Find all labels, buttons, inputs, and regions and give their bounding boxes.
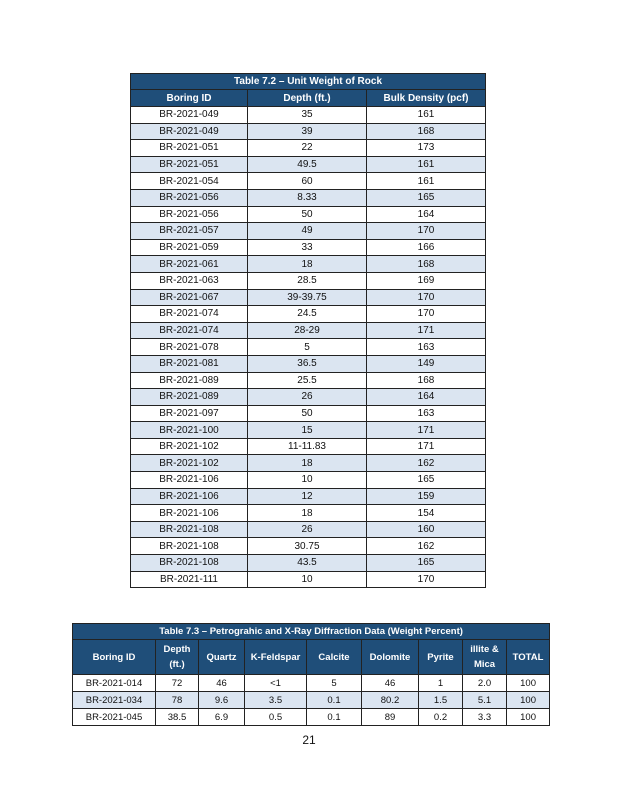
table-cell: BR-2021-081 [131, 355, 248, 372]
table-cell: BR-2021-106 [131, 505, 248, 522]
table-cell: 5 [248, 339, 367, 356]
table-cell: 3.5 [245, 692, 307, 709]
table-cell: BR-2021-056 [131, 189, 248, 206]
table-row [131, 107, 486, 124]
table-row [131, 389, 486, 406]
table-cell: 165 [367, 472, 486, 489]
table-cell: BR-2021-051 [131, 140, 248, 157]
table-row [131, 206, 486, 223]
table-cell: BR-2021-061 [131, 256, 248, 273]
table-cell: 160 [367, 521, 486, 538]
table-row [131, 422, 486, 439]
table-cell: BR-2021-089 [131, 389, 248, 406]
table-cell: 89 [362, 709, 419, 726]
table-row [131, 306, 486, 323]
table-row [131, 272, 486, 289]
table-cell: BR-2021-106 [131, 488, 248, 505]
table-row [131, 123, 486, 140]
table-cell: 0.2 [419, 709, 463, 726]
table-cell: 162 [367, 538, 486, 555]
table-cell: 161 [367, 156, 486, 173]
column-header-calcite: Calcite [307, 640, 362, 675]
table-cell: 26 [248, 389, 367, 406]
table-cell: 6.9 [199, 709, 245, 726]
table-cell: BR-2021-111 [131, 571, 248, 588]
table-cell: 46 [362, 675, 419, 692]
table-cell: 28.5 [248, 272, 367, 289]
table-cell: 100 [507, 709, 550, 726]
table-cell: BR-2021-049 [131, 123, 248, 140]
table-cell: 164 [367, 206, 486, 223]
table-cell: 18 [248, 505, 367, 522]
table-cell: 60 [248, 173, 367, 190]
table-row [131, 355, 486, 372]
table-row [131, 339, 486, 356]
table-cell: BR-2021-034 [73, 692, 156, 709]
table-cell: BR-2021-045 [73, 709, 156, 726]
table-cell: 161 [367, 173, 486, 190]
table-row [73, 709, 550, 726]
table-cell: 10 [248, 472, 367, 489]
table-row [131, 372, 486, 389]
table-cell: 149 [367, 355, 486, 372]
column-header-dolomite: Dolomite [362, 640, 419, 675]
table-row [131, 472, 486, 489]
table-row [131, 571, 486, 588]
table-cell: BR-2021-078 [131, 339, 248, 356]
table-cell: 9.6 [199, 692, 245, 709]
table-row [131, 239, 486, 256]
table-cell: 168 [367, 256, 486, 273]
table-cell: 30.75 [248, 538, 367, 555]
table-row [131, 538, 486, 555]
table-cell: BR-2021-049 [131, 107, 248, 124]
table-cell: 5.1 [463, 692, 507, 709]
table-cell: 28-29 [248, 322, 367, 339]
table-cell: <1 [245, 675, 307, 692]
table-cell: BR-2021-074 [131, 306, 248, 323]
table-row [131, 555, 486, 572]
table-cell: 8.33 [248, 189, 367, 206]
table-row [73, 675, 550, 692]
table-row [131, 256, 486, 273]
column-header-bulk-density: Bulk Density (pcf) [367, 90, 486, 107]
table-cell: 3.3 [463, 709, 507, 726]
table-cell: BR-2021-054 [131, 173, 248, 190]
table-cell: 43.5 [248, 555, 367, 572]
column-header-boring-id: Boring ID [131, 90, 248, 107]
table-cell: 72 [156, 675, 199, 692]
table-cell: BR-2021-108 [131, 538, 248, 555]
table-cell: 39-39.75 [248, 289, 367, 306]
table-cell: BR-2021-089 [131, 372, 248, 389]
table-cell: 170 [367, 306, 486, 323]
table-row [131, 488, 486, 505]
table-cell: BR-2021-051 [131, 156, 248, 173]
table-cell: 11-11.83 [248, 438, 367, 455]
column-header-pyrite: Pyrite [419, 640, 463, 675]
table-cell: 26 [248, 521, 367, 538]
table-row [131, 521, 486, 538]
column-header-depth: Depth (ft.) [248, 90, 367, 107]
table-cell: 38.5 [156, 709, 199, 726]
table-cell: 18 [248, 256, 367, 273]
page-number: 21 [302, 733, 316, 747]
table-cell: BR-2021-097 [131, 405, 248, 422]
table-cell: BR-2021-108 [131, 555, 248, 572]
table-cell: 46 [199, 675, 245, 692]
table-cell: 36.5 [248, 355, 367, 372]
column-header-total: TOTAL [507, 640, 550, 675]
table-cell: 163 [367, 405, 486, 422]
xrd-table [72, 623, 550, 726]
table-cell: 50 [248, 206, 367, 223]
table-row [131, 322, 486, 339]
table-cell: 159 [367, 488, 486, 505]
table-row [131, 405, 486, 422]
table-cell: 33 [248, 239, 367, 256]
table-cell: 171 [367, 438, 486, 455]
table-cell: 49 [248, 223, 367, 240]
column-header-k-feldspar: K-Feldspar [245, 640, 307, 675]
table-cell: 164 [367, 389, 486, 406]
table-cell: 80.2 [362, 692, 419, 709]
table-row [131, 189, 486, 206]
table-cell: BR-2021-106 [131, 472, 248, 489]
table-cell: 2.0 [463, 675, 507, 692]
table-row [131, 289, 486, 306]
table-cell: 169 [367, 272, 486, 289]
table-row [131, 156, 486, 173]
table-cell: BR-2021-102 [131, 438, 248, 455]
table-cell: 170 [367, 223, 486, 240]
table-row [131, 140, 486, 157]
table-cell: 173 [367, 140, 486, 157]
table-cell: 39 [248, 123, 367, 140]
table-cell: 168 [367, 123, 486, 140]
table-cell: 0.1 [307, 692, 362, 709]
table-cell: 78 [156, 692, 199, 709]
table-cell: BR-2021-063 [131, 272, 248, 289]
table-title: Table 7.3 – Petrograhic and X-Ray Diffraction Data (Weight Percent) [73, 624, 550, 640]
table-cell: BR-2021-057 [131, 223, 248, 240]
table-cell: BR-2021-014 [73, 675, 156, 692]
unit-weight-table [130, 73, 486, 588]
column-header-boring-id: Boring ID [73, 640, 156, 675]
table-title: Table 7.2 – Unit Weight of Rock [131, 74, 486, 90]
table-cell: 18 [248, 455, 367, 472]
table-cell: 50 [248, 405, 367, 422]
table-cell: 163 [367, 339, 486, 356]
table-cell: 1 [419, 675, 463, 692]
column-header-illite-mica: illite & Mica [463, 640, 507, 675]
table-row [131, 438, 486, 455]
table-cell: 170 [367, 571, 486, 588]
table-cell: 171 [367, 322, 486, 339]
table-cell: BR-2021-102 [131, 455, 248, 472]
table-row [131, 173, 486, 190]
table-cell: BR-2021-074 [131, 322, 248, 339]
table-cell: 1.5 [419, 692, 463, 709]
table-cell: 25.5 [248, 372, 367, 389]
table-cell: 12 [248, 488, 367, 505]
table-cell: 165 [367, 189, 486, 206]
table-cell: BR-2021-100 [131, 422, 248, 439]
table-cell: 35 [248, 107, 367, 124]
table-row [131, 505, 486, 522]
column-header-depth: Depth (ft.) [156, 640, 199, 675]
table-cell: 154 [367, 505, 486, 522]
table-cell: 5 [307, 675, 362, 692]
table-cell: 22 [248, 140, 367, 157]
table-row [73, 692, 550, 709]
table-row [131, 455, 486, 472]
table-cell: 165 [367, 555, 486, 572]
table-cell: 161 [367, 107, 486, 124]
table-cell: 162 [367, 455, 486, 472]
table-row [131, 223, 486, 240]
table-cell: 100 [507, 675, 550, 692]
column-header-quartz: Quartz [199, 640, 245, 675]
table-cell: BR-2021-056 [131, 206, 248, 223]
table-cell: 0.5 [245, 709, 307, 726]
table-cell: 170 [367, 289, 486, 306]
table-cell: 0.1 [307, 709, 362, 726]
table-cell: 49.5 [248, 156, 367, 173]
table-cell: 166 [367, 239, 486, 256]
table-cell: 15 [248, 422, 367, 439]
table-cell: BR-2021-059 [131, 239, 248, 256]
table-cell: 100 [507, 692, 550, 709]
table-cell: 168 [367, 372, 486, 389]
table-cell: 171 [367, 422, 486, 439]
table-cell: BR-2021-067 [131, 289, 248, 306]
table-cell: 24.5 [248, 306, 367, 323]
table-cell: 10 [248, 571, 367, 588]
table-cell: BR-2021-108 [131, 521, 248, 538]
